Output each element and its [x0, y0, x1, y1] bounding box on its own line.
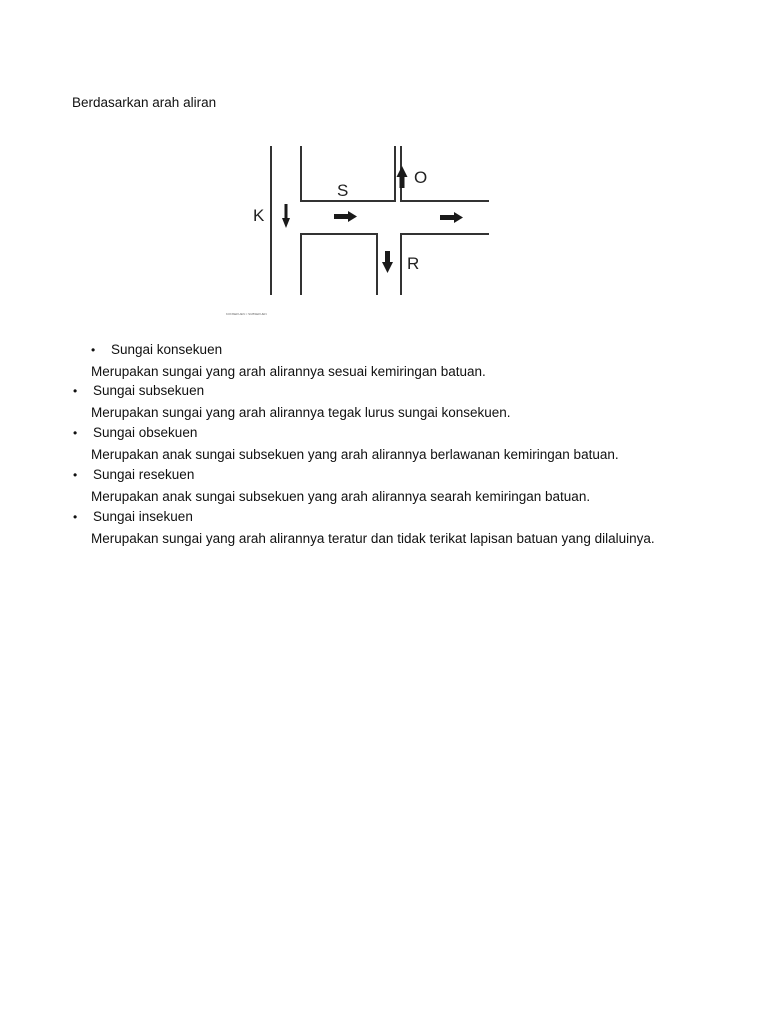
block-bottom-left	[301, 234, 377, 295]
list-item-title: Sungai resekuen	[93, 467, 195, 482]
label-o: O	[414, 168, 428, 187]
arrow-right-icon	[334, 211, 357, 222]
list-item-description: Merupakan anak sungai subsekuen yang arah alirannya searah kemiringan batuan.	[91, 489, 591, 504]
section-heading: Berdasarkan arah aliran	[72, 95, 217, 110]
diagram-caption: KONSEKUEN ≈ SUBSEKUEN	[226, 312, 267, 316]
arrow-up-icon	[397, 166, 408, 188]
bullet-icon: •	[73, 384, 78, 398]
river-flow-diagram	[222, 138, 500, 320]
list-item-title: Sungai obsekuen	[93, 425, 198, 440]
list-item-description: Merupakan sungai yang arah alirannya sesuai kemiringan batuan.	[91, 364, 486, 379]
list-item-description: Merupakan anak sungai subsekuen yang arah alirannya berlawanan kemiringan batuan.	[91, 447, 619, 462]
label-s: S	[337, 181, 349, 200]
bullet-icon: •	[73, 510, 78, 524]
label-k: K	[253, 206, 265, 225]
arrow-right-icon	[440, 212, 463, 223]
list-item-title: Sungai subsekuen	[93, 383, 205, 398]
arrow-down-icon	[282, 204, 290, 228]
river-diagram-svg	[222, 138, 500, 320]
bullet-icon: •	[73, 468, 78, 482]
list-item-title: Sungai konsekuen	[111, 342, 223, 357]
list-item-title: Sungai insekuen	[93, 509, 193, 524]
list-item-description: Merupakan sungai yang arah alirannya tegak lurus sungai konsekuen.	[91, 405, 511, 420]
bullet-icon: •	[73, 426, 78, 440]
list-item-description: Merupakan sungai yang arah alirannya teratur dan tidak terikat lapisan batuan yang dilaluinya.	[91, 531, 655, 546]
bullet-icon: •	[91, 343, 96, 357]
label-r: R	[407, 254, 420, 273]
arrow-down-icon	[382, 251, 393, 273]
